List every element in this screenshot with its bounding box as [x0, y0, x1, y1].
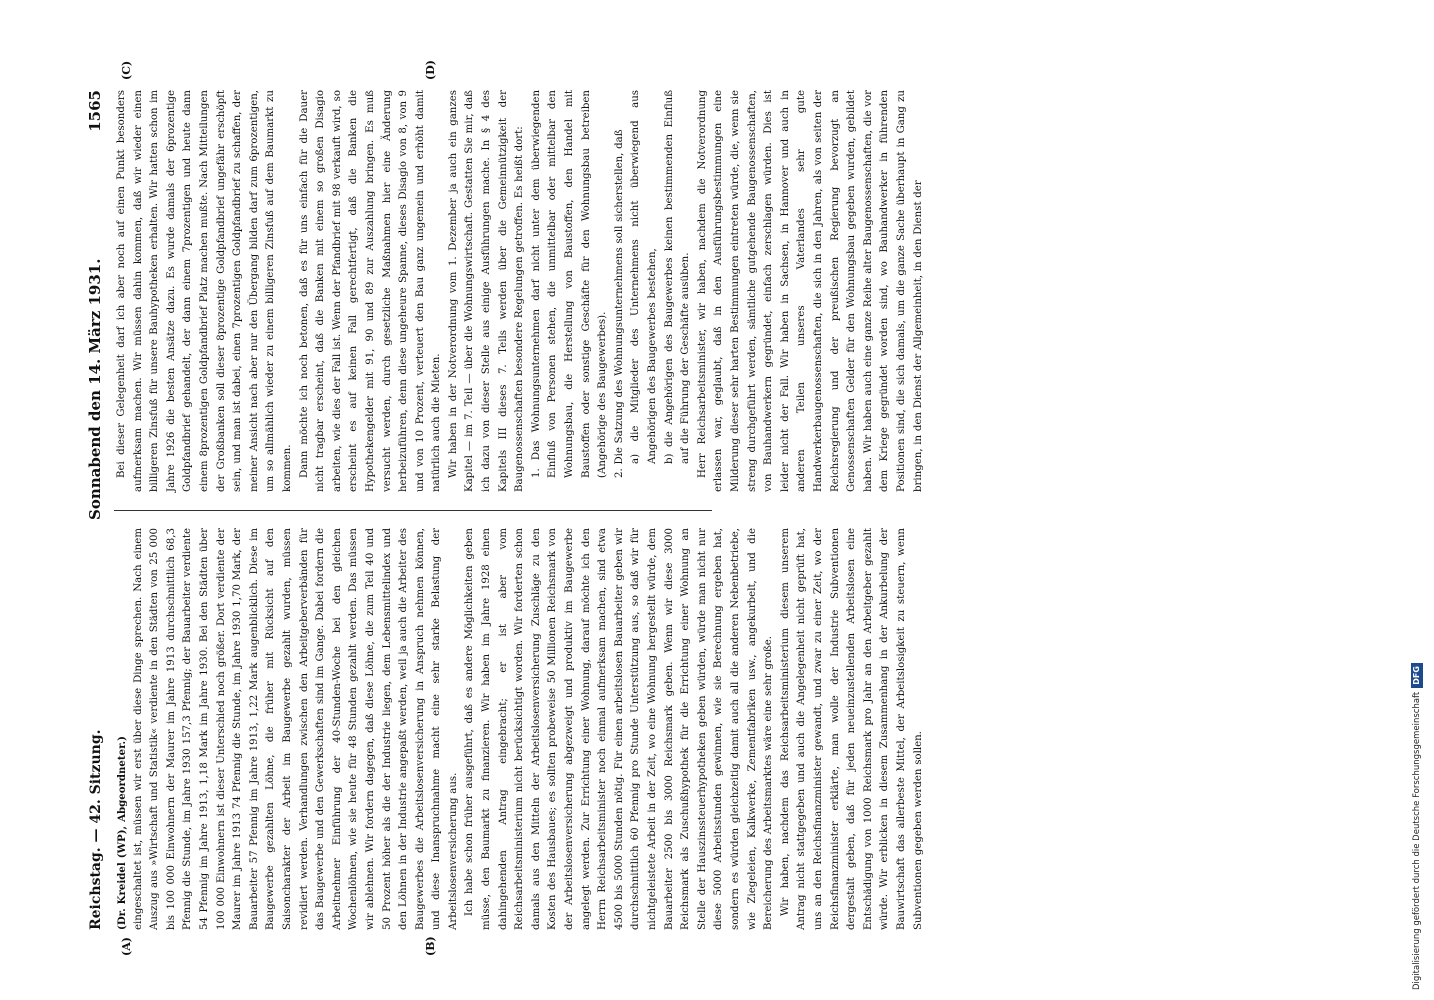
margin-marker-b: (B): [424, 936, 437, 956]
paragraph: Ich habe schon früher ausgeführt, daß es andere Möglichkeiten geben müsse, den Baumarkt zu finanzieren. Wir haben im Jahre 1928 einen dahingehenden Antrag eingebracht; er ist aber vom Reichsarbeitsministerium nicht berücksichtigt worden. Wir forderten schon damals aus den Mitteln der Arbeitslosenversicherung Zuschläge zu den Kosten des Hausbaues; es sollten probeweise 50 Millionen Reichsmark von der Arbeitslosenversicherung abgezweigt und produktiv im Baugewerbe angelegt werden. Zur Errichtung einer Wohnung, darauf möchte ich den Herrn Reichsarbeitsminister noch einmal aufmerksam machen, sind etwa 4500 bis 5000 Stunden nötig. Für einen arbeitslosen Bauarbeiter geben wir durchschnittlich 60 Pfennig pro Stunde Unterstützung aus, so daß wir für nichtgeleistete Arbeit in der Zeit, wo eine Wohnung hergestellt würde, dem Bauarbeiter 2500 bis 3000 Reichsmark geben. Wenn wir diese 3000 Reichsmark als Zuschußhypothek für die Errichtung einer Wohnung an Stelle der Hauszinssteuerhypotheken geben würden, würde man nicht nur diese 5000 Arbeitsstunden gewinnen, wie sie Berechnung ergeben hat, sondern es würden gleichzeitig damit auch all die anderen Nebenbetriebe, wie Ziegeleien, Kalkwerke, Zementfabriken usw., angekurbelt, und die Bereicherung des Arbeitsmarktes wäre eine sehr große.: [464, 528, 775, 930]
list-item: 2. Die Satzung des Wohnungsunternehmens soll sicherstellen, daß: [613, 129, 625, 478]
list-item: b) die Angehörigen des Baugewerbes keinen bestimmenden Einfluß auf die Führung der Geschäfte ausüben.: [663, 90, 692, 464]
digitization-credit: [1410, 0, 1424, 990]
paragraph: Herr Reichsarbeitsminister, wir haben, nachdem die Notverordnung erlassen war, geglaubt, daß in den Ausführungsbestimmungen eine Milderung dieser sehr harten Bestimmungen eintreten würde, die, wenn sie streng durchgeführt werden, sämtliche gutgehende Baugenossenschaften, von Bauhandwerkern gegründet, einfach zerschlagen würden. Dies ist leider nicht der Fall. Wir haben in Sachsen, in Hannover und auch in anderen Teilen unseres Vaterlandes sehr gute Handwerkerbaugenossenschaften, die sich in den Jahren, als von seiten der Reichsregierung und der preußischen Regierung bevorzugt an Genossenschaften Gelder für den Wohnungsbau gegeben wurden, gebildet haben. Wir haben auch eine ganze Reihe alter Baugenossenschaften, die vor dem Kriege gegründet worden sind, wo Bauhandwerker in führenden Positionen sind, die sich damals, um die ganze Sache überhaupt in Gang zu bringen, in den Dienst der Allgemeinheit, in den Dienst der: [696, 90, 924, 492]
right-column: [114, 90, 924, 492]
page-header: [84, 90, 110, 930]
paragraph: Dann möchte ich noch betonen, daß es für uns einfach für die Dauer nicht tragbar erscheint, daß die Banken mit einem so großen Disagio arbeiten, wie dies der Fall ist. Wenn der Pfandbrief mit 98 verkauft wird, so erscheint es auf keinen Fall gerechtfertigt, daß die Banken die Hypothekengelder mit 91, 90 und 89 zur Auszahlung bringen. Es muß versucht werden, durch gesetzliche Maßnahmen hier eine Änderung herbeizuführen, denn diese ungeheure Spanne, dieses Disagio von 8, von 9 und von 10 Prozent, verteuert den Bau ganz ungemein und erhöht damit natürlich auch die Mieten.: [298, 90, 443, 492]
dfg-logo: DFG: [1411, 663, 1423, 688]
header-session: Reichstag. — 42. Sitzung.: [88, 729, 104, 930]
list-item: a) die Mitglieder des Unternehmens nicht überwiegend aus Angehörigen des Baugewerbes bestehen,: [630, 90, 658, 464]
margin-marker-d: (D): [424, 60, 437, 80]
header-date: Sonnabend den 14. März 1931.: [86, 258, 104, 520]
left-column: [114, 528, 924, 930]
margin-marker-a: (A): [120, 937, 133, 956]
paragraph: Bei dieser Gelegenheit darf ich aber noch auf einen Punkt besonders aufmerksam machen. Wir müssen dahin kommen, daß wir wieder einen billigeren Zinsfuß für unsere Bauhypotheken erhalten. Wir hatten schon im Jahre 1926 die besten Ansätze dazu. Es wurde damals der 6prozentige Goldpfandbrief gehandelt, der dann einem 7prozentigen und heute dann einem 8prozentigen Goldpfandbrief Platz machen mußte. Nach Mitteilungen der Großbanken soll dieser 8prozentige Goldpfandbrief ungefähr erschöpft sein, und man ist dabei, einen 7prozentigen Goldpfandbrief zu schaffen, der meiner Ansicht nach aber nur den Übergang bilden darf zum 6prozentigen, um so allmählich wieder zu einem billigeren Zinsfuß auf dem Baumarkt zu kommen.: [116, 90, 293, 492]
paragraph: Wir haben in der Notverordnung vom 1. Dezember ja auch ein ganzes Kapitel — im 7. Teil — über die Wohnungswirtschaft. Gestatten Sie mir, daß ich dazu von dieser Stelle aus einige Ausführungen mache. In § 4 des Kapitels III dieses 7. Teils werden über die Gemeinnützigkeit der Baugenossenschaften besondere Regelungen getroffen. Es heißt dort:: [447, 90, 526, 492]
page-number: 1565: [86, 90, 104, 132]
speaker-line: (Dr. Kreidel (WP), Abgeordneter.): [116, 736, 128, 930]
column-divider: [114, 510, 712, 511]
paragraph: eingeschaltet ist, müssen wir erst über diese Dinge sprechen. Nach einem Auszug aus »Wirtschaft und Statistik« verdiente in den Städten von 25 000 bis 100 000 Einwohnern der Maurer im Jahre 1913 durchschnittlich 68,3 Pfennig die Stunde, im Jahre 1930 157,3 Pfennig; der Bauarbeiter verdiente 54 Pfennig im Jahre 1913, 1,18 Mark im Jahre 1930. Bei den Städten über 100 000 Einwohnern ist dieser Unterschied noch größer. Dort verdiente der Maurer im Jahre 1913 74 Pfennig die Stunde, im Jahre 1930 1,70 Mark, der Bauarbeiter 57 Pfennig im Jahre 1913, 1,22 Mark augenblicklich. Diese im Baugewerbe gezahlten Löhne, die früher mit Rücksicht auf den Saisoncharakter der Arbeit im Baugewerbe gezahlt wurden, müssen revidiert werden. Verhandlungen zwischen den Arbeitgeberverbänden für das Baugewerbe und den Gewerkschaften sind im Gange. Dabei fordern die Arbeitnehmer Einführung der 40-Stunden-Woche bei den gleichen Wochenlöhnen, wie sie heute für 48 Stunden gezahlt werden. Das müssen wir ablehnen. Wir fordern dagegen, daß diese Löhne, die zum Teil 40 und 50 Prozent höher als die der Industrie liegen, dem Lebensmittelindex und den Löhnen in der Industrie angepaßt werden, weil ja auch die Arbeiter des Baugewerbes die Arbeitslosenversicherung in Anspruch nehmen können, und diese Inanspruchnahme macht eine sehr starke Belastung der Arbeitslosenversicherung aus.: [132, 528, 459, 930]
rotated-page: [84, 60, 924, 956]
list-item: 1. Das Wohnungsunternehmen darf nicht unter dem überwiegenden Einfluß von Personen stehen, die unmittelbar oder mittelbar den Wohnungsbau, die Herstellung von Baustoffen, den Handel mit Baustoffen oder sonstige Geschäfte für den Wohnungsbau betreiben (Angehörige des Baugewerbes).: [530, 90, 609, 478]
paragraph: Wir haben, nachdem das Reichsarbeitsministerium diesem unserem Antrag nicht stattgegeben und auch die Angelegenheit nicht geprüft hat, uns an den Reichsfinanzminister gewandt, und zwar zu einer Zeit, wo der Reichsfinanzminister erklärte, man wolle der Industrie Subventionen dergestalt geben, daß für jeden neueinzustellenden Arbeitslosen eine Entschädigung von 1000 Reichsmark pro Jahr an den Arbeitgeber gezahlt würde. Wir erblicken in diesem Zusammenhang in der Ankurbelung der Bauwirtschaft das allerbeste Mittel, der Arbeitslosigkeit zu steuern, wenn Subventionen gegeben werden sollen.: [779, 528, 924, 930]
credit-text: Digitalisierung gefördert durch die Deutsche Forschungsgemeinschaft: [1412, 691, 1422, 990]
margin-marker-c: (C): [120, 60, 133, 80]
